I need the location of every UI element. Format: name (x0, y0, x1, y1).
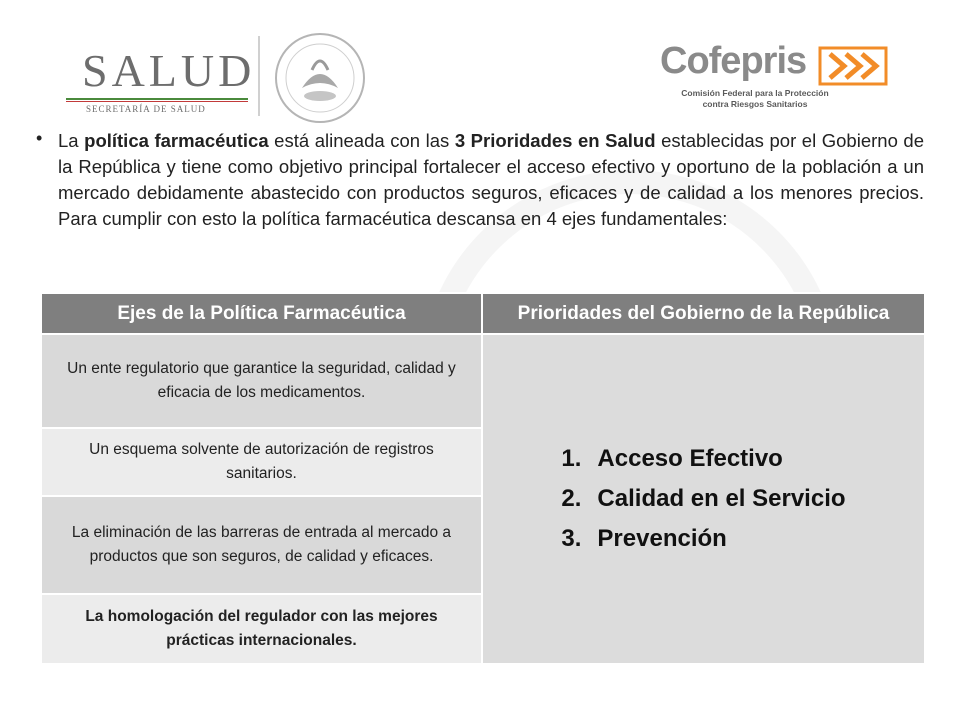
eje-cell: Un ente regulatorio que garantice la seguridad, calidad y eficacia de los medicamentos. (41, 334, 482, 428)
prioridad-number: 3. (561, 525, 582, 552)
list-item (561, 519, 845, 559)
arrows-icon (818, 46, 888, 86)
header (0, 0, 960, 120)
eje-cell: La homologación del regulador con las mejores prácticas internacionales. (41, 594, 482, 664)
cofepris-logo (660, 40, 900, 120)
table-header-row (41, 293, 925, 334)
list-item (561, 439, 845, 479)
header-divider (258, 36, 260, 116)
salud-rule-green (66, 98, 248, 100)
cofepris-subtitle (660, 88, 850, 110)
intro-text-2: está alineada con las (268, 130, 455, 151)
salud-rule-red (66, 101, 248, 102)
bullet-icon: • (36, 128, 43, 148)
salud-logo (60, 44, 256, 114)
intro-bold-2: 3 Prioridades en Salud (454, 130, 656, 151)
table-row (41, 334, 925, 428)
intro-text-1: La (58, 130, 85, 151)
coat-of-arms-icon (272, 30, 368, 126)
salud-title: SALUD (82, 45, 256, 96)
intro-paragraph (36, 128, 924, 232)
eje-cell: La eliminación de las barreras de entrada al mercado a productos que son seguros, de calidad y eficaces. (41, 496, 482, 594)
policy-table (40, 292, 926, 665)
prioridades-list (561, 439, 845, 559)
prioridad-label: Prevención (597, 525, 727, 552)
prioridades-cell (482, 334, 925, 664)
intro-bold-1: política farmacéutica (84, 130, 269, 151)
cofepris-subtitle-line-2: contra Riesgos Sanitarios (702, 99, 808, 109)
cofepris-subtitle-line-1: Comisión Federal para la Protección (681, 88, 829, 98)
prioridad-label: Calidad en el Servicio (597, 485, 846, 512)
intro-text-3: establecidas por el Gobierno de la República y tiene como objetivo principal fortalecer el acceso efectivo y oportuno de la población a un mercado debidamente abastecido con productos seguros, eficaces y de calidad a los menores precios. Para cumplir con esto la política farmacéutica descansa en 4 ejes fundamentales: (58, 130, 924, 229)
prioridad-number: 1. (561, 445, 582, 472)
prioridad-number: 2. (561, 485, 582, 512)
header-prioridades: Prioridades del Gobierno de la República (482, 293, 925, 334)
list-item (561, 479, 845, 519)
header-ejes: Ejes de la Política Farmacéutica (41, 293, 482, 334)
salud-subtitle: SECRETARÍA DE SALUD (86, 104, 206, 114)
prioridad-label: Acceso Efectivo (597, 445, 783, 472)
eje-cell: Un esquema solvente de autorización de registros sanitarios. (41, 428, 482, 496)
cofepris-title: Cofepris (660, 40, 807, 82)
